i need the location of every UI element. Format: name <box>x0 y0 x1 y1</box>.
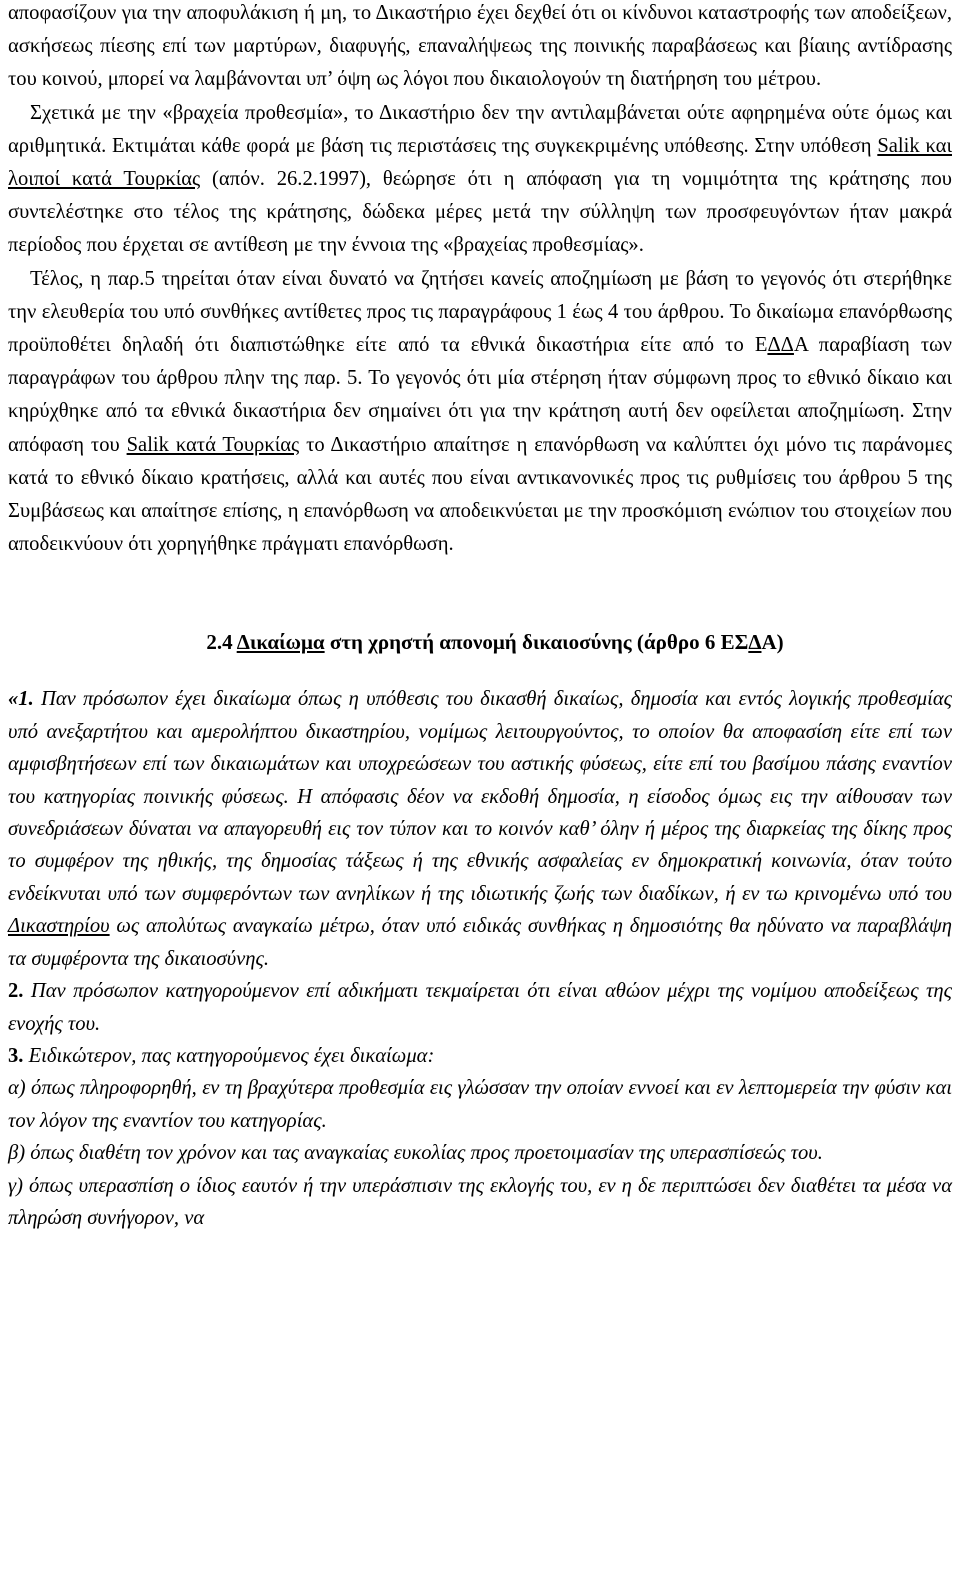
quote-item-1-end: ως απολύτως αναγκαίω μέτρω, όταν υπό ειδικάς συνθήκας η δημοσιότης θα ηδύνατο να παραβλάψη τα συμφέροντα της δικαιοσύνης. <box>8 915 952 970</box>
quote-item-2-text: Παν πρόσωπον κατηγορούμενον επί αδικήματι τεκμαίρεται ότι είναι αθώον μέχρι της νομίμου αποδείξεως της ενοχής του. <box>8 980 952 1035</box>
quote-item-3-text: Ειδικώτερον, πας κατηγορούμενος έχει δικαίωμα: <box>23 1044 435 1067</box>
heading-title-word: Δικαίωμα <box>236 630 325 655</box>
quote-sub-item-a: α) όπως πληροφορηθή, εν τη βραχύτερα προθεσμία εις γλώσσαν την οποίαν εννοεί και εν λεπτομερεία την φύσιν και τον λόγον της εναντίον του κατηγορίας. <box>8 1077 952 1132</box>
heading-abbreviation: Δ <box>748 630 762 655</box>
paragraph-detention-risks <box>8 0 952 97</box>
quote-item-1-court: Δικαστηρίου <box>8 915 110 938</box>
paragraph-compensation <box>8 263 952 562</box>
paragraph-2-part-1: Σχετικά με την «βραχεία προθεσμία», το Δικαστήριο δεν την αντιλαμβάνεται ούτε αφηρημένα ούτε όμως και αριθμητικά. Εκτιμάται κάθε φορά με βάση τις περιστάσεις της συγκεκριμένης υπόθεσης. Στην υπόθεση <box>8 101 952 157</box>
case-reference-salik-and-others: Salik και λοιποί κατά Τουρκίας <box>8 134 952 191</box>
heading-prefix: 2.4 <box>206 630 237 655</box>
paragraph-3-part-2: Α παραβίαση των παραγράφων του άρθρου πλην της παρ. 5. Το γεγονός ότι μία στέρηση ήταν σύμφωνη προς το εθνικό δίκαιο και κηρύχθηκε από τα εθνικά δικαστήρια δεν σημαίνει ότι για την κράτηση αυτή δεν οφείλεται αποζημίωση. Στην απόφαση του <box>8 334 952 456</box>
quote-item-2 <box>8 975 952 1040</box>
heading-suffix: Α) <box>761 630 784 655</box>
case-reference-salik: Salik κατά Τουρκίας <box>126 433 300 456</box>
paragraph-1-text: αποφασίζουν για την αποφυλάκιση ή μη, το Δικαστήριο έχει δεχθεί ότι οι κίνδυνοι καταστροφής των αποδείξεων, ασκήσεως πίεσης επί των μαρτύρων, διαφυγής, επαναλήψεως της ποινικής παραβάσεως και βίαιης αντίδρασης του κοινού, μπορεί να λαμβάνονται υπ’ όψη ως λόγοι που δικαιολογούν τη διατήρηση του μέτρου. <box>8 2 952 91</box>
section-heading <box>8 627 952 657</box>
paragraph-2-part-2: (απόν. 26.2.1997), θεώρησε ότι η απόφαση για τη νομιμότητα της κράτησης που συντελέστηκε στο τέλος της κράτησης, δώδεκα μέρες μετά την σύλληψη των προσφευγόντων ήταν μακρά περίοδος που έρχεται σε αντίθεση με την έννοια της «βραχείας προθεσμίας». <box>8 168 952 257</box>
quote-sub-item-c: γ) όπως υπερασπίση ο ίδιος εαυτόν ή την υπεράσπισιν της εκλογής του, εν η δε περιπτώσει δεν διαθέτει τα μέσα να πληρώση συνήγορον, να <box>8 1174 952 1229</box>
quote-item-1 <box>8 683 952 975</box>
quote-item-1-number: «1. <box>8 688 34 711</box>
quote-item-3-number: 3. <box>8 1044 24 1067</box>
echr-abbreviation: ΔΔ <box>767 334 794 357</box>
quote-sub-item-b: β) όπως διαθέτη τον χρόνον και τας αναγκαίας ευκολίας προς προετοιμασίαν της υπερασπίσεώς του. <box>8 1142 823 1165</box>
article-6-quote <box>8 683 952 1234</box>
quote-item-3 <box>8 1040 952 1072</box>
quote-item-2-number: 2. <box>8 980 24 1003</box>
quote-item-1-text: Παν πρόσωπον έχει δικαίωμα όπως η υπόθεσις του δικασθή δικαίως, δημοσία και εντός λογικής προθεσμίας υπό ανεξαρτήτου και αμερολήπτου δικαστηρίου, νομίμως λειτουργούντος, το οποίον θα αποφασίση είτε επί των αμφισβητήσεων επί των δικαιωμάτων και υποχρεώσεων του αστικής φύσεως, είτε επί του βασίμου πάσης εναντίον του κατηγορίας ποινικής φύσεως. Η απόφασις δέον να εκδοθή δημοσία, η είσοδος όμως εις την αίθουσαν των συνεδριάσεων δύναται να απαγορευθή εις τον τύπον και το κοινόν καθ’ όλην ή μέρος της διαρκείας της δίκης προς το συμφέρον της ηθικής, της δημοσίας τάξεως ή της εθνικής ασφαλείας εν δημοκρατική κοινωνία, όταν τούτο ενδείκνυται υπό των συμφερόντων των ανηλίκων ή της ιδιωτικής ζωής των διαδίκων, ή εν τω κρινομένω υπό του <box>8 688 952 905</box>
paragraph-3-part-3: το Δικαστήριο απαίτησε η επανόρθωση να καλύπτει όχι μόνο τις παράνομες κατά το εθνικό δίκαιο κρατήσεις, αλλά και αυτές που είναι αντικανονικές προς τις ρυθμίσεις του άρθρου 5 της Συμβάσεως και απαίτησε επίσης, η επανόρθωση να αποδεικνύεται με την προσκόμιση ενώπιον του στοιχείων που αποδεικνύουν ότι χορηγήθηκε πράγματι επανόρθωση. <box>8 433 952 556</box>
heading-middle: στη χρηστή απονομή δικαιοσύνης (άρθρο 6 ΕΣ <box>324 630 749 655</box>
paragraph-short-deadline <box>8 97 952 263</box>
paragraph-3-part-1: Τέλος, η παρ.5 τηρείται όταν είναι δυνατό να ζητήσει κανείς αποζημίωση με βάση το γεγονός ότι στερήθηκε την ελευθερία του υπό συνθήκες αντίθετες προς τις παραγράφους 1 έως 4 του άρθρου. Το δικαίωμα επανόρθωσης προϋποθέτει δηλαδή ότι διαπιστώθηκε είτε από τα εθνικά δικαστήρια είτε από το Ε <box>8 267 952 357</box>
